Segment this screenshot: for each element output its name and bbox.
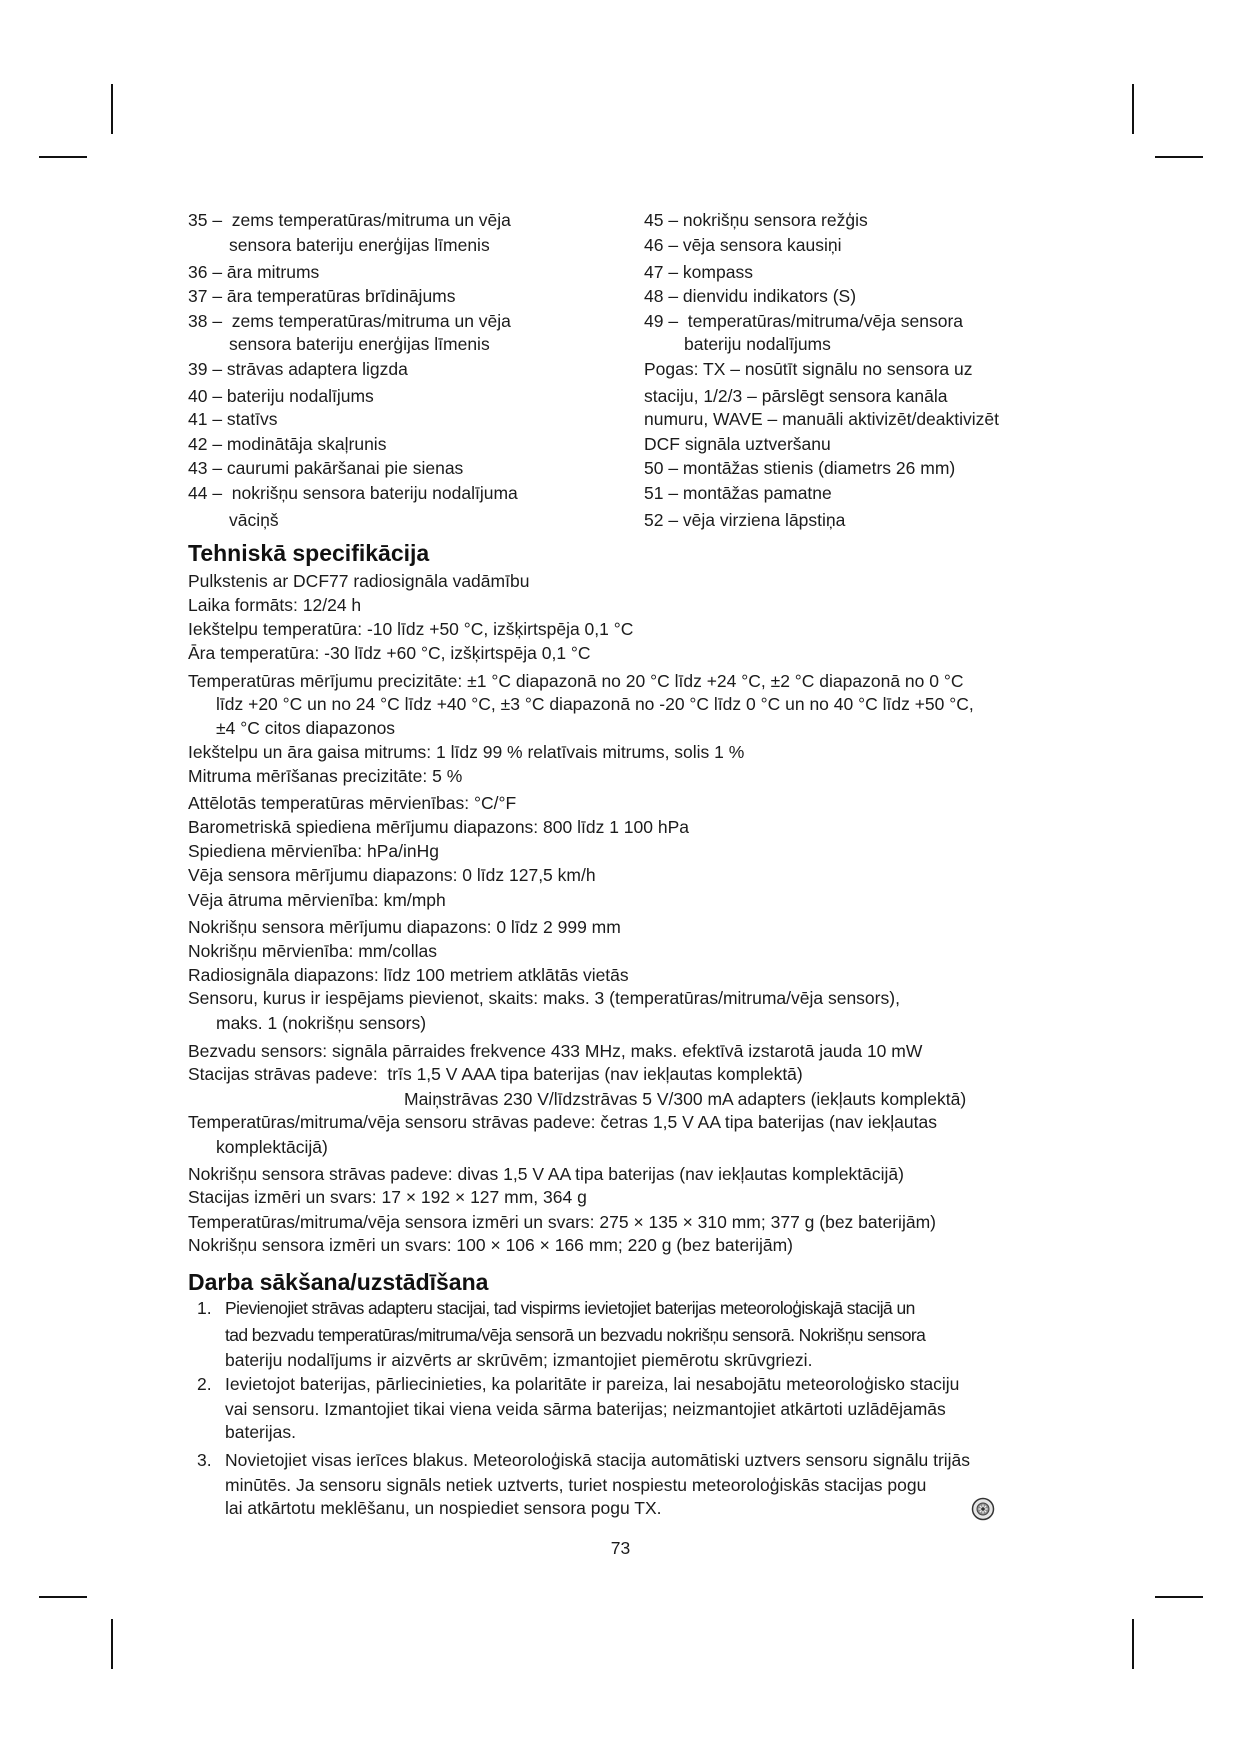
spec-line: Nokrišņu mērvienība: mm/collas — [188, 941, 437, 961]
spec-line: Attēlotās temperatūras mērvienības: °C/°F — [188, 793, 517, 813]
spec-line: Barometriskā spiediena mērījumu diapazons: 800 līdz 1 100 hPa — [188, 817, 689, 837]
parts-list-line: Pogas: TX – nosūtīt signālu no sensora uz — [644, 359, 973, 379]
spec-line: Pulkstenis ar DCF77 radiosignāla vadāmību — [188, 571, 530, 591]
crop-mark — [111, 84, 113, 134]
sensor-search-button-icon — [932, 1473, 956, 1497]
spec-line: Nokrišņu sensora strāvas padeve: divas 1,5 V AA tipa baterijas (nav iekļautas komplektācijā) — [188, 1164, 904, 1184]
spec-line: līdz +20 °C un no 24 °C līdz +40 °C, ±3 °C diapazonā no -20 °C līdz 0 °C un no 40 °C līdz +50 °C, — [216, 694, 974, 714]
spec-line: Sensoru, kurus ir iespējams pievienot, skaits: maks. 3 (temperatūras/mitruma/vēja sensors), — [188, 988, 900, 1008]
spec-line: Mitruma mērīšanas precizitāte: 5 % — [188, 766, 463, 786]
parts-list-line: 39 – strāvas adaptera ligzda — [188, 359, 408, 379]
parts-list-line: 47 – kompass — [644, 262, 753, 282]
step-line-with-icon — [225, 1473, 956, 1497]
crop-mark — [39, 1596, 87, 1598]
section-heading-getting-started: Darba sākšana/uzstādīšana — [188, 1269, 489, 1295]
step-line: Ievietojot baterijas, pārliecinieties, ka polaritāte ir pareiza, lai nesabojātu meteoroloģisko staciju — [225, 1374, 960, 1394]
spec-line: Bezvadu sensors: signāla pārraides frekvence 433 MHz, maks. efektīvā izstarotā jauda 10 mW — [188, 1041, 923, 1061]
spec-line: ±4 °C citos diapazonos — [216, 718, 396, 738]
spec-line: Iekštelpu temperatūra: -10 līdz +50 °C, izšķirtspēja 0,1 °C — [188, 619, 634, 639]
crop-mark — [111, 1619, 113, 1669]
parts-list-line: 45 – nokrišņu sensora režģis — [644, 210, 868, 230]
spec-line: Stacijas izmēri un svars: 17 × 192 × 127 mm, 364 g — [188, 1187, 587, 1207]
spec-line: Vēja sensora mērījumu diapazons: 0 līdz 127,5 km/h — [188, 865, 596, 885]
parts-list-line: numuru, WAVE – manuāli aktivizēt/deaktivizēt — [644, 409, 1000, 429]
spec-line: Nokrišņu sensora mērījumu diapazons: 0 līdz 2 999 mm — [188, 917, 621, 937]
parts-list-line: 37 – āra temperatūras brīdinājums — [188, 286, 456, 306]
step-line: lai atkārtotu meklēšanu, un nospiediet sensora pogu TX. — [225, 1498, 662, 1518]
spec-line: Temperatūras mērījumu precizitāte: ±1 °C diapazonā no 20 °C līdz +24 °C, ±2 °C diapazonā no 0 °C — [188, 671, 964, 691]
spec-line: Radiosignāla diapazons: līdz 100 metriem atklātās vietās — [188, 965, 629, 985]
parts-list-line: 48 – dienvidu indikators (S) — [644, 286, 857, 306]
crop-mark — [39, 156, 87, 158]
step-line: Novietojiet visas ierīces blakus. Meteoroloģiskā stacija automātiski uztvers sensoru signālu trijās — [225, 1450, 971, 1470]
parts-list-line: staciju, 1/2/3 – pārslēgt sensora kanāla — [644, 386, 948, 406]
step-line-text: minūtēs. Ja sensoru signāls netiek uztverts, turiet nospiestu meteoroloģiskās stacijas pogu — [225, 1475, 927, 1495]
spec-line: Laika formāts: 12/24 h — [188, 595, 362, 615]
spec-line: Maiņstrāvas 230 V/līdzstrāvas 5 V/300 mA adapters (iekļauts komplektā) — [404, 1089, 967, 1109]
spec-line: Spiediena mērvienība: hPa/inHg — [188, 841, 439, 861]
crop-mark — [1155, 1596, 1203, 1598]
spec-line: Iekštelpu un āra gaisa mitrums: 1 līdz 99 % relatīvais mitrums, solis 1 % — [188, 742, 745, 762]
parts-list-line: vāciņš — [229, 510, 279, 530]
step-line: vai sensoru. Izmantojiet tikai viena veida sārma baterijas; neizmantojiet atkārtoti uzlādējamās — [225, 1399, 946, 1419]
step-line: bateriju nodalījums ir aizvērts ar skrūvēm; izmantojiet piemērotu skrūvgriezi. — [225, 1350, 813, 1370]
spec-line: Vēja ātruma mērvienība: km/mph — [188, 890, 446, 910]
parts-list-line: sensora bateriju enerģijas līmenis — [229, 334, 490, 354]
step-number: 1. — [197, 1298, 212, 1318]
crop-mark — [1155, 156, 1203, 158]
parts-list-line: 46 – vēja sensora kausiņi — [644, 235, 842, 255]
spec-line: Stacijas strāvas padeve: trīs 1,5 V AAA tipa baterijas (nav iekļautas komplektā) — [188, 1064, 803, 1084]
step-line: baterijas. — [225, 1422, 297, 1442]
spec-line: Temperatūras/mitruma/vēja sensora izmēri un svars: 275 × 135 × 310 mm; 377 g (bez baterijām) — [188, 1212, 936, 1232]
step-number: 2. — [197, 1374, 212, 1394]
step-line: Pievienojiet strāvas adapteru stacijai, tad vispirms ievietojiet baterijas meteoroloģiskajā stacijā un — [225, 1298, 915, 1318]
step-number: 3. — [197, 1450, 212, 1470]
step-line: tad bezvadu temperatūras/mitruma/vēja sensorā un bezvadu nokrišņu sensorā. Nokrišņu sensora — [225, 1325, 926, 1345]
parts-list-line: 50 – montāžas stienis (diametrs 26 mm) — [644, 458, 956, 478]
parts-list-line: 49 – temperatūras/mitruma/vēja sensora — [644, 311, 964, 331]
spec-line: komplektācijā) — [216, 1137, 328, 1157]
spec-line: maks. 1 (nokrišņu sensors) — [216, 1013, 427, 1033]
crop-mark — [1132, 1619, 1134, 1669]
parts-list-line: bateriju nodalījums — [684, 334, 831, 354]
parts-list-line: 35 – zems temperatūras/mitruma un vēja — [188, 210, 511, 230]
parts-list-line: 51 – montāžas pamatne — [644, 483, 832, 503]
spec-line: Temperatūras/mitruma/vēja sensoru strāvas padeve: četras 1,5 V AA tipa baterijas (nav iekļautas — [188, 1112, 937, 1132]
crop-mark — [1132, 84, 1134, 134]
parts-list-line: 52 – vēja virziena lāpstiņa — [644, 510, 846, 530]
section-heading-technical-specs: Tehniskā specifikācija — [188, 540, 430, 566]
parts-list-line: 40 – bateriju nodalījums — [188, 386, 374, 406]
parts-list-line: 42 – modinātāja skaļrunis — [188, 434, 387, 454]
parts-list-line: 36 – āra mitrums — [188, 262, 320, 282]
spec-line: Nokrišņu sensora izmēri un svars: 100 × 106 × 166 mm; 220 g (bez baterijām) — [188, 1235, 794, 1255]
parts-list-line: DCF signāla uztveršanu — [644, 434, 831, 454]
parts-list-line: 43 – caurumi pakāršanai pie sienas — [188, 458, 464, 478]
parts-list-line: 38 – zems temperatūras/mitruma un vēja — [188, 311, 511, 331]
parts-list-line: 44 – nokrišņu sensora bateriju nodalījuma — [188, 483, 518, 503]
parts-list-line: sensora bateriju enerģijas līmenis — [229, 235, 490, 255]
spec-line: Āra temperatūra: -30 līdz +60 °C, izšķirtspēja 0,1 °C — [188, 643, 591, 663]
page-number: 73 — [610, 1538, 631, 1558]
parts-list-line: 41 – statīvs — [188, 409, 278, 429]
